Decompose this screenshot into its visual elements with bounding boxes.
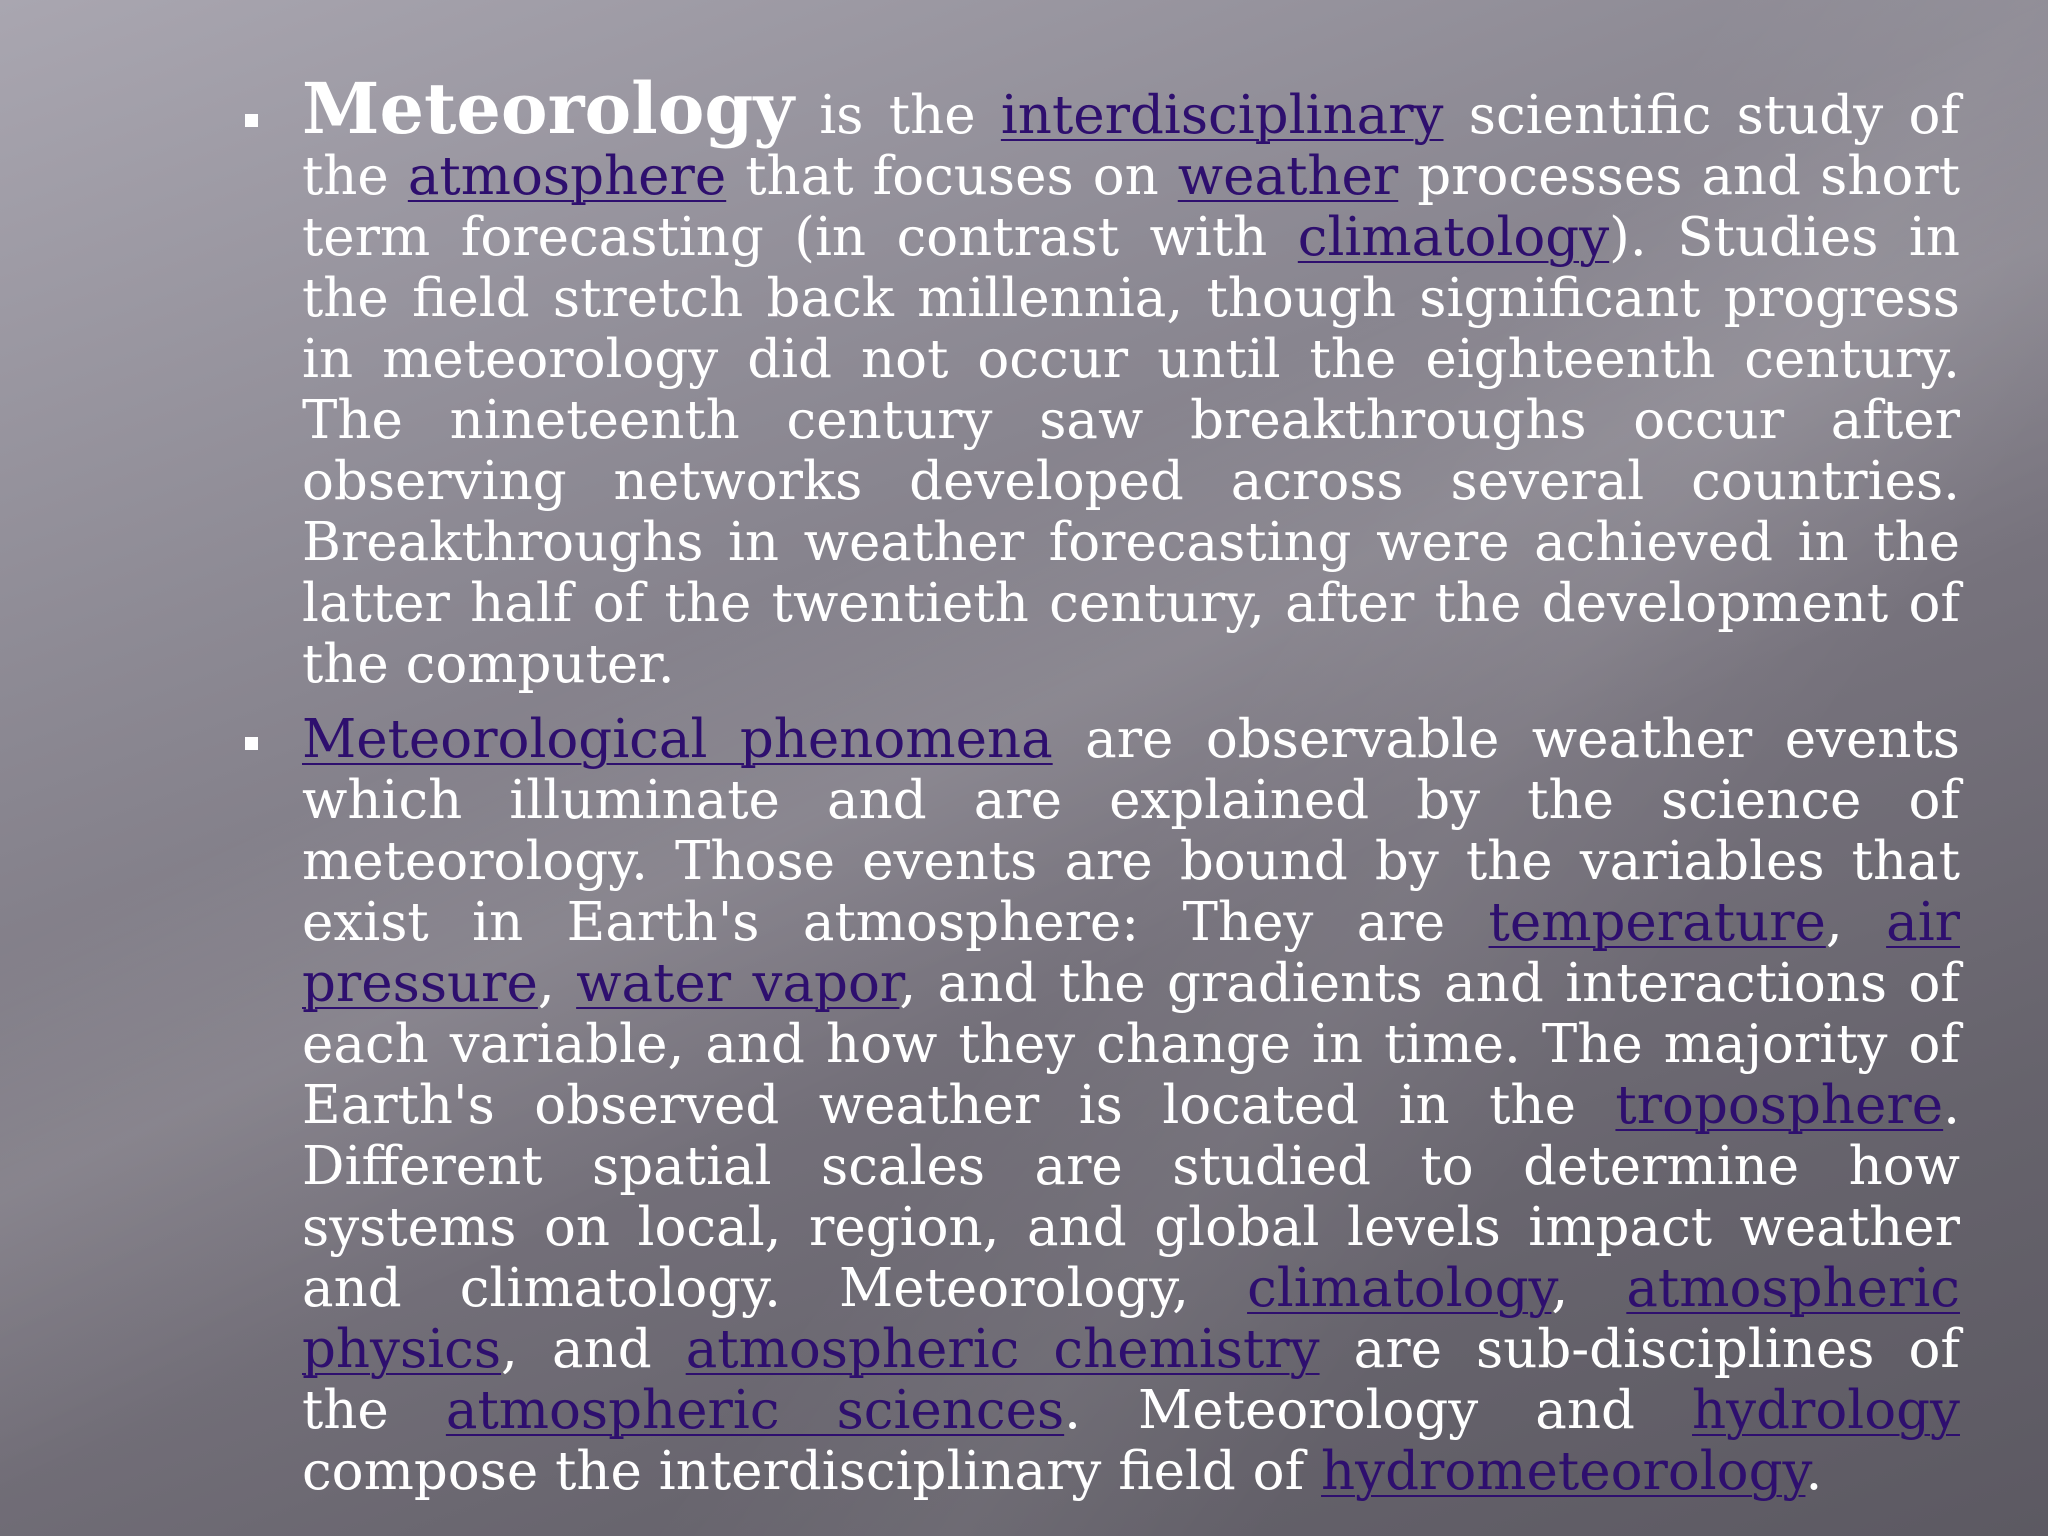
text-segment: . Meteorology and <box>1064 1380 1693 1441</box>
slide-content <box>240 67 1960 1516</box>
term-meteorology: Meteorology <box>302 67 795 150</box>
square-bullet-icon <box>245 114 258 127</box>
link-atmosphere[interactable]: atmosphere <box>407 146 727 207</box>
text-segment: , <box>537 953 577 1014</box>
text-segment: is the <box>794 85 1001 146</box>
link-water-vapor[interactable]: water vapor <box>576 953 900 1014</box>
bullet-text <box>302 67 1960 695</box>
text-segment: scientific study of the <box>302 85 1960 207</box>
bullet-meteorology-definition <box>240 67 1960 695</box>
text-segment: , and the gradients and interactions of each variable, and how they change in time. The majority of Earth's observed weather is located in the <box>302 953 1960 1136</box>
link-air-pressure[interactable]: air pressure <box>302 892 1960 1014</box>
text-segment: ). Studies in the field stretch back millennia, though significant progress in meteorology did not occur until the eighteenth century. The nineteenth century saw breakthroughs occur after observing networks developed across several countries. Breakthroughs in weather forecasting were achieved in the latter half of the twentieth century, after the development of the computer. <box>302 207 1960 695</box>
link-atmospheric-physics[interactable]: atmospheric physics <box>302 1258 1960 1380</box>
link-meteorological-phenomena[interactable]: Meteorological phenomena <box>302 709 1053 770</box>
text-segment: , <box>1551 1258 1627 1319</box>
link-climatology[interactable]: climatology <box>1297 207 1610 268</box>
link-climatology[interactable]: climatology <box>1247 1258 1552 1319</box>
bullet-text <box>302 709 1960 1502</box>
link-troposphere[interactable]: troposphere <box>1615 1075 1944 1136</box>
text-segment: , and <box>501 1319 686 1380</box>
text-segment: . <box>1805 1441 1823 1502</box>
bullet-meteorological-phenomena <box>240 709 1960 1502</box>
link-hydrology[interactable]: hydrology <box>1692 1380 1960 1441</box>
text-segment: , <box>1825 892 1887 953</box>
link-weather[interactable]: weather <box>1177 146 1399 207</box>
text-segment: that focuses on <box>726 146 1178 207</box>
text-segment: are sub-disciplines of the <box>302 1319 1960 1441</box>
link-atmospheric-chemistry[interactable]: atmospheric chemistry <box>685 1319 1320 1380</box>
text-segment: . Different spatial scales are studied to determine how systems on local, region, and global levels impact weather and climatology. Meteorology, <box>302 1075 1960 1319</box>
link-interdisciplinary[interactable]: interdisciplinary <box>1000 85 1444 146</box>
text-segment: processes and short term forecasting (in contrast with <box>302 146 1960 268</box>
link-hydrometeorology[interactable]: hydrometeorology <box>1321 1441 1806 1502</box>
text-segment: compose the interdisciplinary field of <box>302 1441 1322 1502</box>
link-temperature[interactable]: temperature <box>1488 892 1826 953</box>
link-atmospheric-sciences[interactable]: atmospheric sciences <box>445 1380 1065 1441</box>
square-bullet-icon <box>245 737 258 750</box>
text-segment: are observable weather events which illuminate and are explained by the science of meteorology. Those events are bound by the variables that exist in Earth's atmosphere: They are <box>302 709 1960 953</box>
